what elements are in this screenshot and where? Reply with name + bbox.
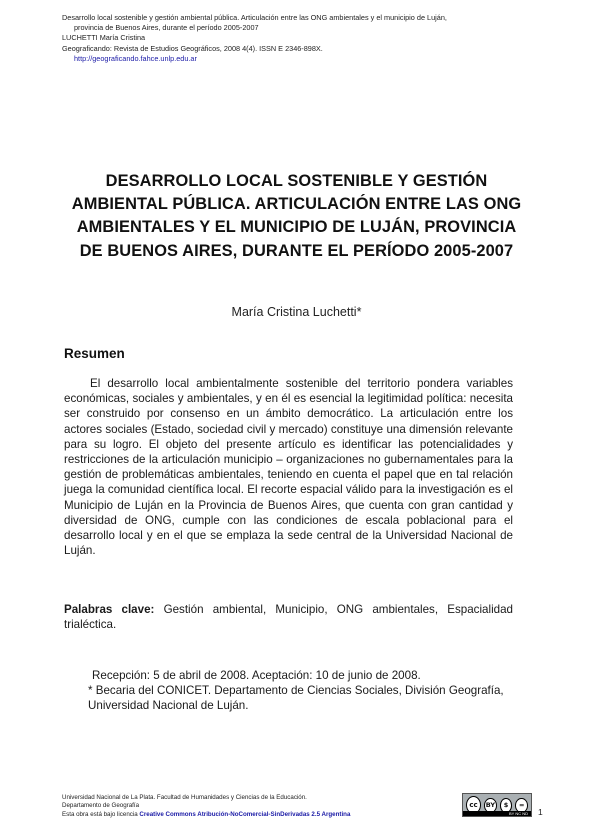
attribution-icon: BY <box>484 798 497 813</box>
header-author: LUCHETTI María Cristina <box>62 33 146 43</box>
paper-title: DESARROLLO LOCAL SOSTENIBLE Y GESTIÓN AMBIENTAL PÚBLICA. ARTICULACIÓN ENTRE LAS ONG AMBIENTALES Y EL MUNICIPIO DE LUJÁN, PROVINCIA DE BUENOS AIRES, DURANTE EL PERÍODO 2005-2007 <box>71 172 522 260</box>
footer-license-link[interactable]: Creative Commons Atribución-NoComercial-SinDerivadas 2.5 Argentina <box>139 810 351 818</box>
footer-license-line <box>62 811 452 819</box>
header-journal: Geograficando: Revista de Estudios Geográficos, 2008 4(4). ISSN E 2346-898X. <box>62 43 323 53</box>
journal-link[interactable]: http://geograficando.fahce.unlp.edu.ar <box>74 53 197 63</box>
noncommercial-icon: $ <box>500 798 513 813</box>
cc-license-badge[interactable] <box>462 793 532 817</box>
header-line-1: Desarrollo local sostenible y gestión ambiental pública. Articulación entre las ONG ambientales y el municipio de Luján, <box>62 13 447 22</box>
cc-license-strip: BY NC ND <box>463 811 531 816</box>
footer-license-prefix: Esta obra está bajo licencia <box>62 810 140 818</box>
affiliation-note: * Becaria del CONICET. Departamento de Ciencias Sociales, División Geografía, Universidad Nacional de Luján. <box>88 684 504 713</box>
abstract-body: El desarrollo local ambientalmente sostenible del territorio pondera variables económicas, sociales y ambientales, y en él es esencial la legitimidad política: necesita ser construido por consenso en un ámbito democrático. La articulación entre los actores sociales (Estado, sociedad civil y mercado) constituye una dimensión relevante para su logro. El objeto del presente artículo es identificar las potencialidades y restricciones de la articulación municipio – organizaciones no gubernamentales para la gestión de problemáticas ambientales, teniendo en cuenta el papel que en tal relación juega la comunidad científica local. El recorte espacial válido para la investigación es el Municipio de Luján en la Provincia de Buenos Aires, que cuenta con gran cantidad y diversidad de ONG, cumple con las condiciones de escala poblacional para el desarrollo local y en el que se emplaza la sede central de la Universidad Nacional de Luján. <box>64 377 513 558</box>
header-line-2: provincia de Buenos Aires, durante el período 2005-2007 <box>74 23 259 33</box>
footnotes <box>64 668 513 714</box>
footer-department: Departamento de Geografía <box>62 802 140 810</box>
reception-note: Recepción: 5 de abril de 2008. Aceptación: 10 de junio de 2008. <box>92 669 421 682</box>
keywords-text: Gestión ambiental, Municipio, ONG ambientales, Espacialidad trialéctica. <box>64 603 513 632</box>
keywords <box>64 602 513 632</box>
page-footer <box>62 794 452 819</box>
author-name: María Cristina Luchetti* <box>231 305 362 319</box>
keywords-label: Palabras clave: <box>64 603 155 616</box>
running-header <box>62 13 562 64</box>
abstract-heading: Resumen <box>64 346 125 361</box>
cc-icon: cc <box>466 796 481 814</box>
noderivatives-icon: = <box>515 798 528 813</box>
page-number: 1 <box>538 807 543 817</box>
footer-university: Universidad Nacional de La Plata. Facultad de Humanidades y Ciencias de la Educación. <box>62 794 307 801</box>
